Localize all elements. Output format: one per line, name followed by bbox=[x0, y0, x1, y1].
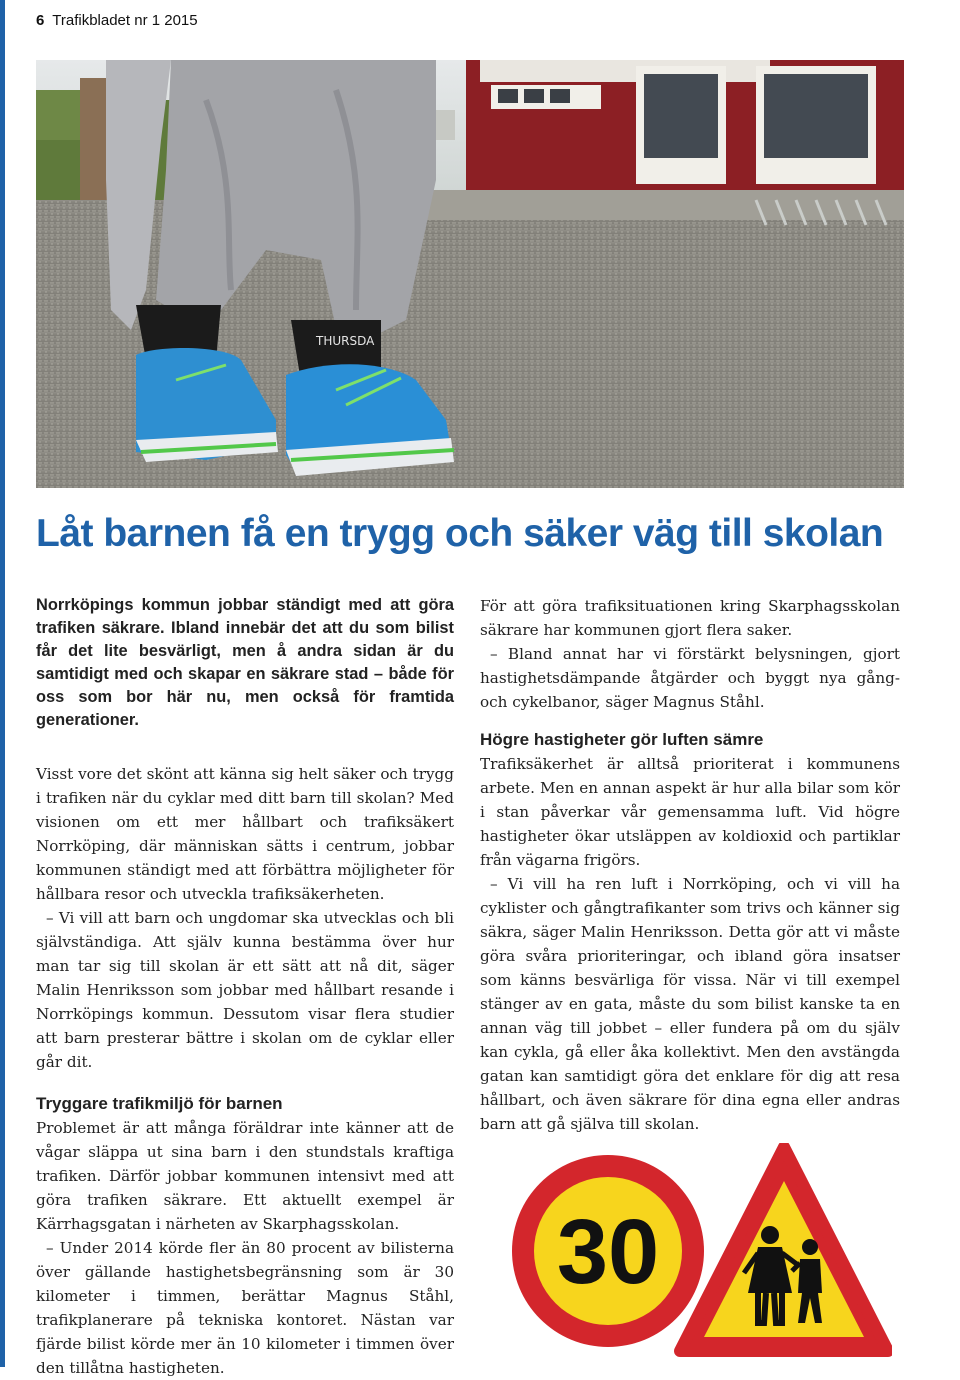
body-paragraph: För att göra trafiksituationen kring Skarphagsskolan säkrare har kommunen gjort flera saker. bbox=[480, 597, 900, 639]
article-title: Låt barnen få en trygg och säker väg till skolan bbox=[36, 512, 884, 555]
body-paragraph: – Vi vill att barn och ungdomar ska utvecklas och bli självständiga. Att själv kunna bestämma över hur man tar sig till skolan är ett sätt att nå dit, säger Malin Henriksson som jobbar med hållbart resande i Norrköpings kommun. Dessutom visar flera studier att barn presterar bättre i skolan om de cyklar eller går dit. bbox=[36, 909, 454, 1071]
traffic-signs bbox=[512, 1143, 892, 1359]
left-column bbox=[36, 594, 454, 1380]
body-paragraph: Problemet är att många föräldrar inte känner att de vågar släppa ut sina barn i den stundstals kraftiga trafiken. Därför jobbar kommunen intensivt med att göra trafiken säkrare. Ett aktuellt exempel är Kärrhagsgatan i närheten av Skarphagsskolan. bbox=[36, 1119, 454, 1233]
right-column bbox=[480, 594, 900, 1136]
section-heading: Högre hastigheter gör luften sämre bbox=[480, 730, 764, 749]
children-crossing-warning-sign bbox=[680, 1147, 888, 1351]
article-photo bbox=[36, 60, 904, 488]
speed-limit-sign bbox=[512, 1155, 704, 1347]
body-paragraph: Visst vore det skönt att känna sig helt säker och trygg i trafiken när du cyklar med ditt barn till skolan? Med visionen om ett mer hållbart och trafiksäkert Norrköping, där människan sätts i centrum, jobbar kommunen ständigt med att förbättra möjligheter för hållbara resor och utveckla trafiksäkerheten. bbox=[36, 765, 454, 903]
body-paragraph: Trafiksäkerhet är alltså prioriterat i kommunens arbete. Men en annan aspekt är hur alla bilar som kör i stan påverkar vår gemensamma luft. Vid högre hastigheter ökar utsläppen av koldioxid och partiklar från vägarna frigörs. bbox=[480, 755, 900, 869]
child-head-icon bbox=[761, 1226, 779, 1244]
publication-name: Trafikbladet nr 1 2015 bbox=[52, 12, 198, 29]
body-paragraph: – Vi vill ha ren luft i Norrköping, och vi vill ha cyklister och gångtrafikanter som trivs och känner sig säkra, säger Malin Henriksson. Detta gör att vi måste göra svåra prioriteringar, och ibland göra insatser som känns besvärliga för vissa. När vi till exempel stänger av en gata, måste du som bilist kanske ta en annan väg till jobbet – eller fundera på om du själv kan cykla, gå eller åka kollektivt. Men den avstängda gatan kan samtidigt göra det enklare för dig att resa hållbart, och även säkrare för dina egna eller andras barn att gå själva till skolan. bbox=[480, 875, 900, 1133]
child-head-icon bbox=[802, 1239, 818, 1255]
section-heading: Tryggare trafikmiljö för barnen bbox=[36, 1094, 283, 1113]
page-number: 6 bbox=[36, 12, 45, 29]
speed-limit-value: 30 bbox=[556, 1201, 660, 1303]
body-paragraph: – Under 2014 körde fler än 80 procent av bilisterna över gällande hastighetsbegränsning som är 30 kilometer i timmen, berättar Magnus Ståhl, trafikplanerare på tekniska kontoret. Nästan var fjärde bilist körde mer än 10 kilometer i timmen över den tillåtna hastigheten. bbox=[36, 1239, 454, 1377]
body-paragraph: – Bland annat har vi förstärkt belysningen, gjort hastighetsdämpande åtgärder och byggt nya gång- och cykelbanor, säger Magnus Ståhl. bbox=[480, 645, 900, 711]
lead-paragraph: Norrköpings kommun jobbar ständigt med att göra trafiken säkrare. Ibland innebär det att du som bilist får det lite besvärligt, men å andra sidan är du samtidigt med och skapar en säkrare stad – både för oss som bor här nu, men också för framtida generationer. bbox=[36, 596, 454, 729]
page-edge-bar bbox=[0, 0, 5, 1367]
page-header bbox=[36, 12, 198, 29]
child-shoes-photo bbox=[36, 60, 904, 488]
svg-text:THURSDA: THURSDA bbox=[316, 334, 375, 348]
